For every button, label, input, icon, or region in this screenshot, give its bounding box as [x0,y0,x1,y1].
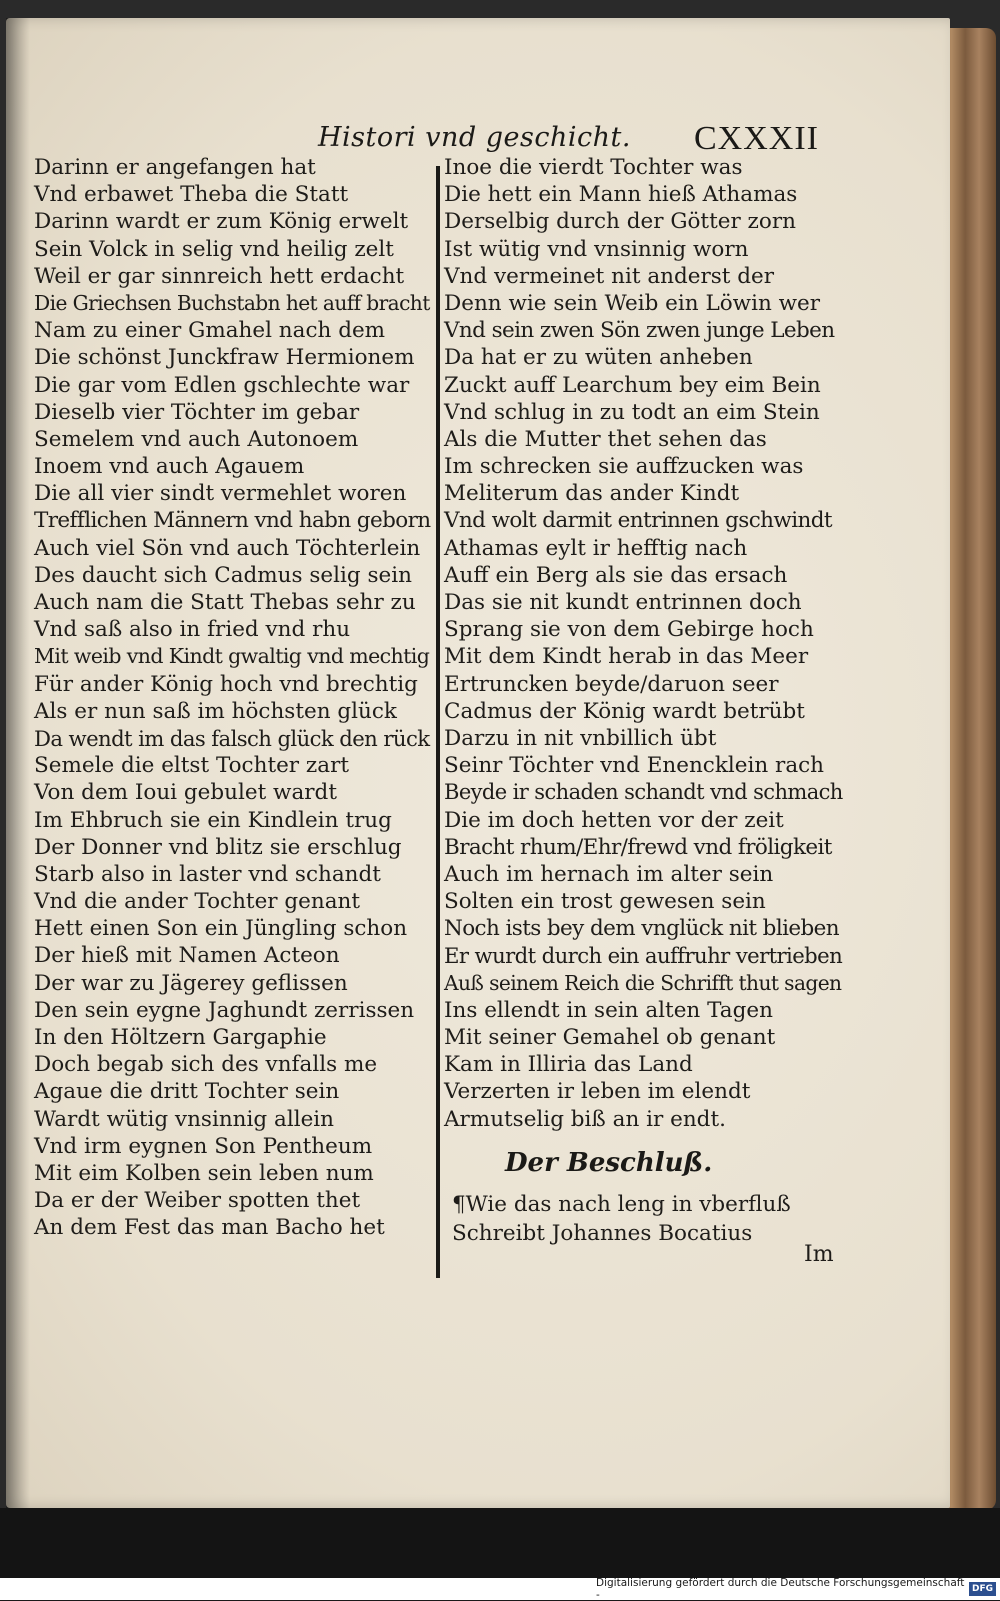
verse-line: Inoem vnd auch Agauem [34,454,305,480]
verse-line: Derselbig durch der Götter zorn [444,209,796,235]
verse-line: Starb also in laster vnd schandt [34,861,381,887]
verse-line: Zuckt auff Learchum bey eim Bein [444,372,821,398]
verse-line: Denn wie sein Weib ein Löwin wer [444,290,821,316]
verse-line: Athamas eylt ir hefftig nach [444,535,748,561]
verse-line: Im Ehbruch sie ein Kindlein trug [34,807,392,833]
bottom-band [0,1508,1000,1578]
verse-line: Armutselig biß an ir endt. [444,1106,726,1132]
verse-line: Mit eim Kolben sein leben num [34,1160,374,1186]
verse-line: Vnd irm eygnen Son Pentheum [34,1133,373,1159]
verse-line: Vnd schlug in zu todt an eim Stein [444,399,820,425]
verse-line: Weil er gar sinnreich hett erdacht [34,263,405,289]
verse-line: Auß seinem Reich die Schrifft thut sagen [444,970,842,995]
verse-line: Der hieß mit Namen Acteon [34,943,340,969]
right-column [444,154,844,1133]
verse-line: Kam in Illiria das Land [444,1052,693,1078]
verse-line: Darinn er angefangen hat [34,155,316,180]
verse-line: Seinr Töchter vnd Enencklein rach [444,753,825,779]
verse-line: Als er nun saß im höchsten glück [34,698,397,724]
verse-line: Da wendt im das falsch glück den rück [34,725,430,751]
verse-line: Als die Mutter thet sehen das [444,426,767,452]
verse-line: Die im doch hetten vor der zeit [444,807,784,833]
dfg-logo: DFG [969,1582,996,1596]
verse-line: Mit weib vnd Kindt gwaltig vnd mechtig [34,644,430,669]
verse-line: Semele die eltst Tochter zart [34,753,349,779]
verse-line: Die schönst Junckfraw Hermionem [34,345,415,371]
verse-line: Mit dem Kindt herab in das Meer [444,644,809,670]
verse-line: Das sie nit kundt entrinnen doch [444,590,802,615]
verse-line: Den sein eygne Jaghundt zerrissen [34,997,415,1023]
verse-line: Vnd vermeinet nit anderst der [444,263,775,289]
verse-line: Darzu in nit vnbillich übt [444,725,717,751]
verse-line: Ins ellendt in sein alten Tagen [444,997,773,1023]
verse-line: Bracht rhum/Ehr/frewd vnd fröligkeit [444,834,832,860]
verse-line: Ertruncken beyde/daruon seer [444,671,779,697]
verse-line: Auff ein Berg als sie das ersach [444,562,788,588]
left-column [34,154,432,1242]
verse-line: Vnd sein zwen Sön zwen junge Leben [444,318,835,344]
closing-line: Schreibt Johannes Bocatius [452,1221,753,1246]
verse-line: Inoe die vierdt Tochter was [444,155,743,180]
verse-line: Er wurdt durch ein auffruhr vertrieben [444,943,843,969]
verse-line: In den Höltzern Gargaphie [34,1025,327,1050]
verse-line: Da hat er zu wüten anheben [444,345,753,371]
verse-line: Die Griechsen Buchstabn het auff bracht [34,290,430,315]
verse-line: Hett einen Son ein Jüngling schon [34,916,408,942]
verse-line: Agaue die dritt Tochter sein [34,1079,340,1105]
verse-line: Verzerten ir leben im elendt [444,1079,751,1105]
verse-line: Im schrecken sie auffzucken was [444,454,804,480]
verse-line: Da er der Weiber spotten thet [34,1188,361,1214]
verse-line: Mit seiner Gemahel ob genant [444,1025,776,1050]
closing-line: ¶Wie das nach leng in vberfluß [452,1192,791,1217]
running-head: Histori vnd geschicht. [318,122,631,153]
column-rule [436,166,440,1278]
verse-line: Darinn wardt er zum König erwelt [34,209,409,235]
verse-line: Ist wütig vnd vnsinnig worn [444,236,749,262]
footer-text: Digitalisierung gefördert durch die Deutsche Forschungsgemeinschaft - [596,1577,965,1601]
verse-line: Die all vier sindt vermehlet woren [34,481,407,507]
verse-line: Noch ists bey dem vnglück nit blieben [444,916,840,942]
verse-line: Sein Volck in selig vnd heilig zelt [34,236,394,262]
verse-line: Vnd erbawet Theba die Statt [34,182,349,208]
verse-line: Beyde ir schaden schandt vnd schmach [444,780,843,805]
verse-line: Der war zu Jägerey geflissen [34,970,348,996]
verse-line: Des daucht sich Cadmus selig sein [34,562,412,588]
verse-line: Vnd wolt darmit entrinnen gschwindt [444,508,832,534]
verse-line: Auch nam die Statt Thebas sehr zu [34,590,416,615]
digitization-footer [596,1578,996,1600]
verse-line: Für ander König hoch vnd brechtig [34,671,418,697]
gutter-shadow [6,18,30,1508]
verse-line: Von dem Ioui gebulet wardt [34,780,337,806]
folio-number: CXXXII [694,120,819,157]
verse-line: An dem Fest das man Bacho het [34,1215,385,1241]
catchword: Im [804,1242,834,1267]
verse-line: Auch im hernach im alter sein [444,861,774,887]
verse-line: Trefflichen Männern vnd habn geborn [34,508,431,534]
verse-line: Cadmus der König wardt betrübt [444,698,805,724]
section-heading: Der Beschluß. [505,1148,713,1178]
verse-line: Semelem vnd auch Autonoem [34,426,359,452]
closing-lines [452,1190,791,1248]
verse-line: Doch begab sich des vnfalls me [34,1052,378,1078]
verse-line: Sprang sie von dem Gebirge hoch [444,617,814,643]
verse-line: Vnd die ander Tochter genant [34,889,361,915]
verse-line: Die hett ein Mann hieß Athamas [444,182,798,208]
verse-line: Auch viel Sön vnd auch Töchterlein [34,535,421,561]
verse-line: Wardt wütig vnsinnig allein [34,1106,335,1132]
verse-line: Solten ein trost gewesen sein [444,889,766,915]
verse-line: Nam zu einer Gmahel nach dem [34,318,386,344]
verse-line: Die gar vom Edlen gschlechte war [34,372,410,398]
verse-line: Der Donner vnd blitz sie erschlug [34,834,402,860]
verse-line: Meliterum das ander Kindt [444,481,740,507]
verse-line: Dieselb vier Töchter im gebar [34,399,360,425]
verse-line: Vnd saß also in fried vnd rhu [34,617,351,643]
